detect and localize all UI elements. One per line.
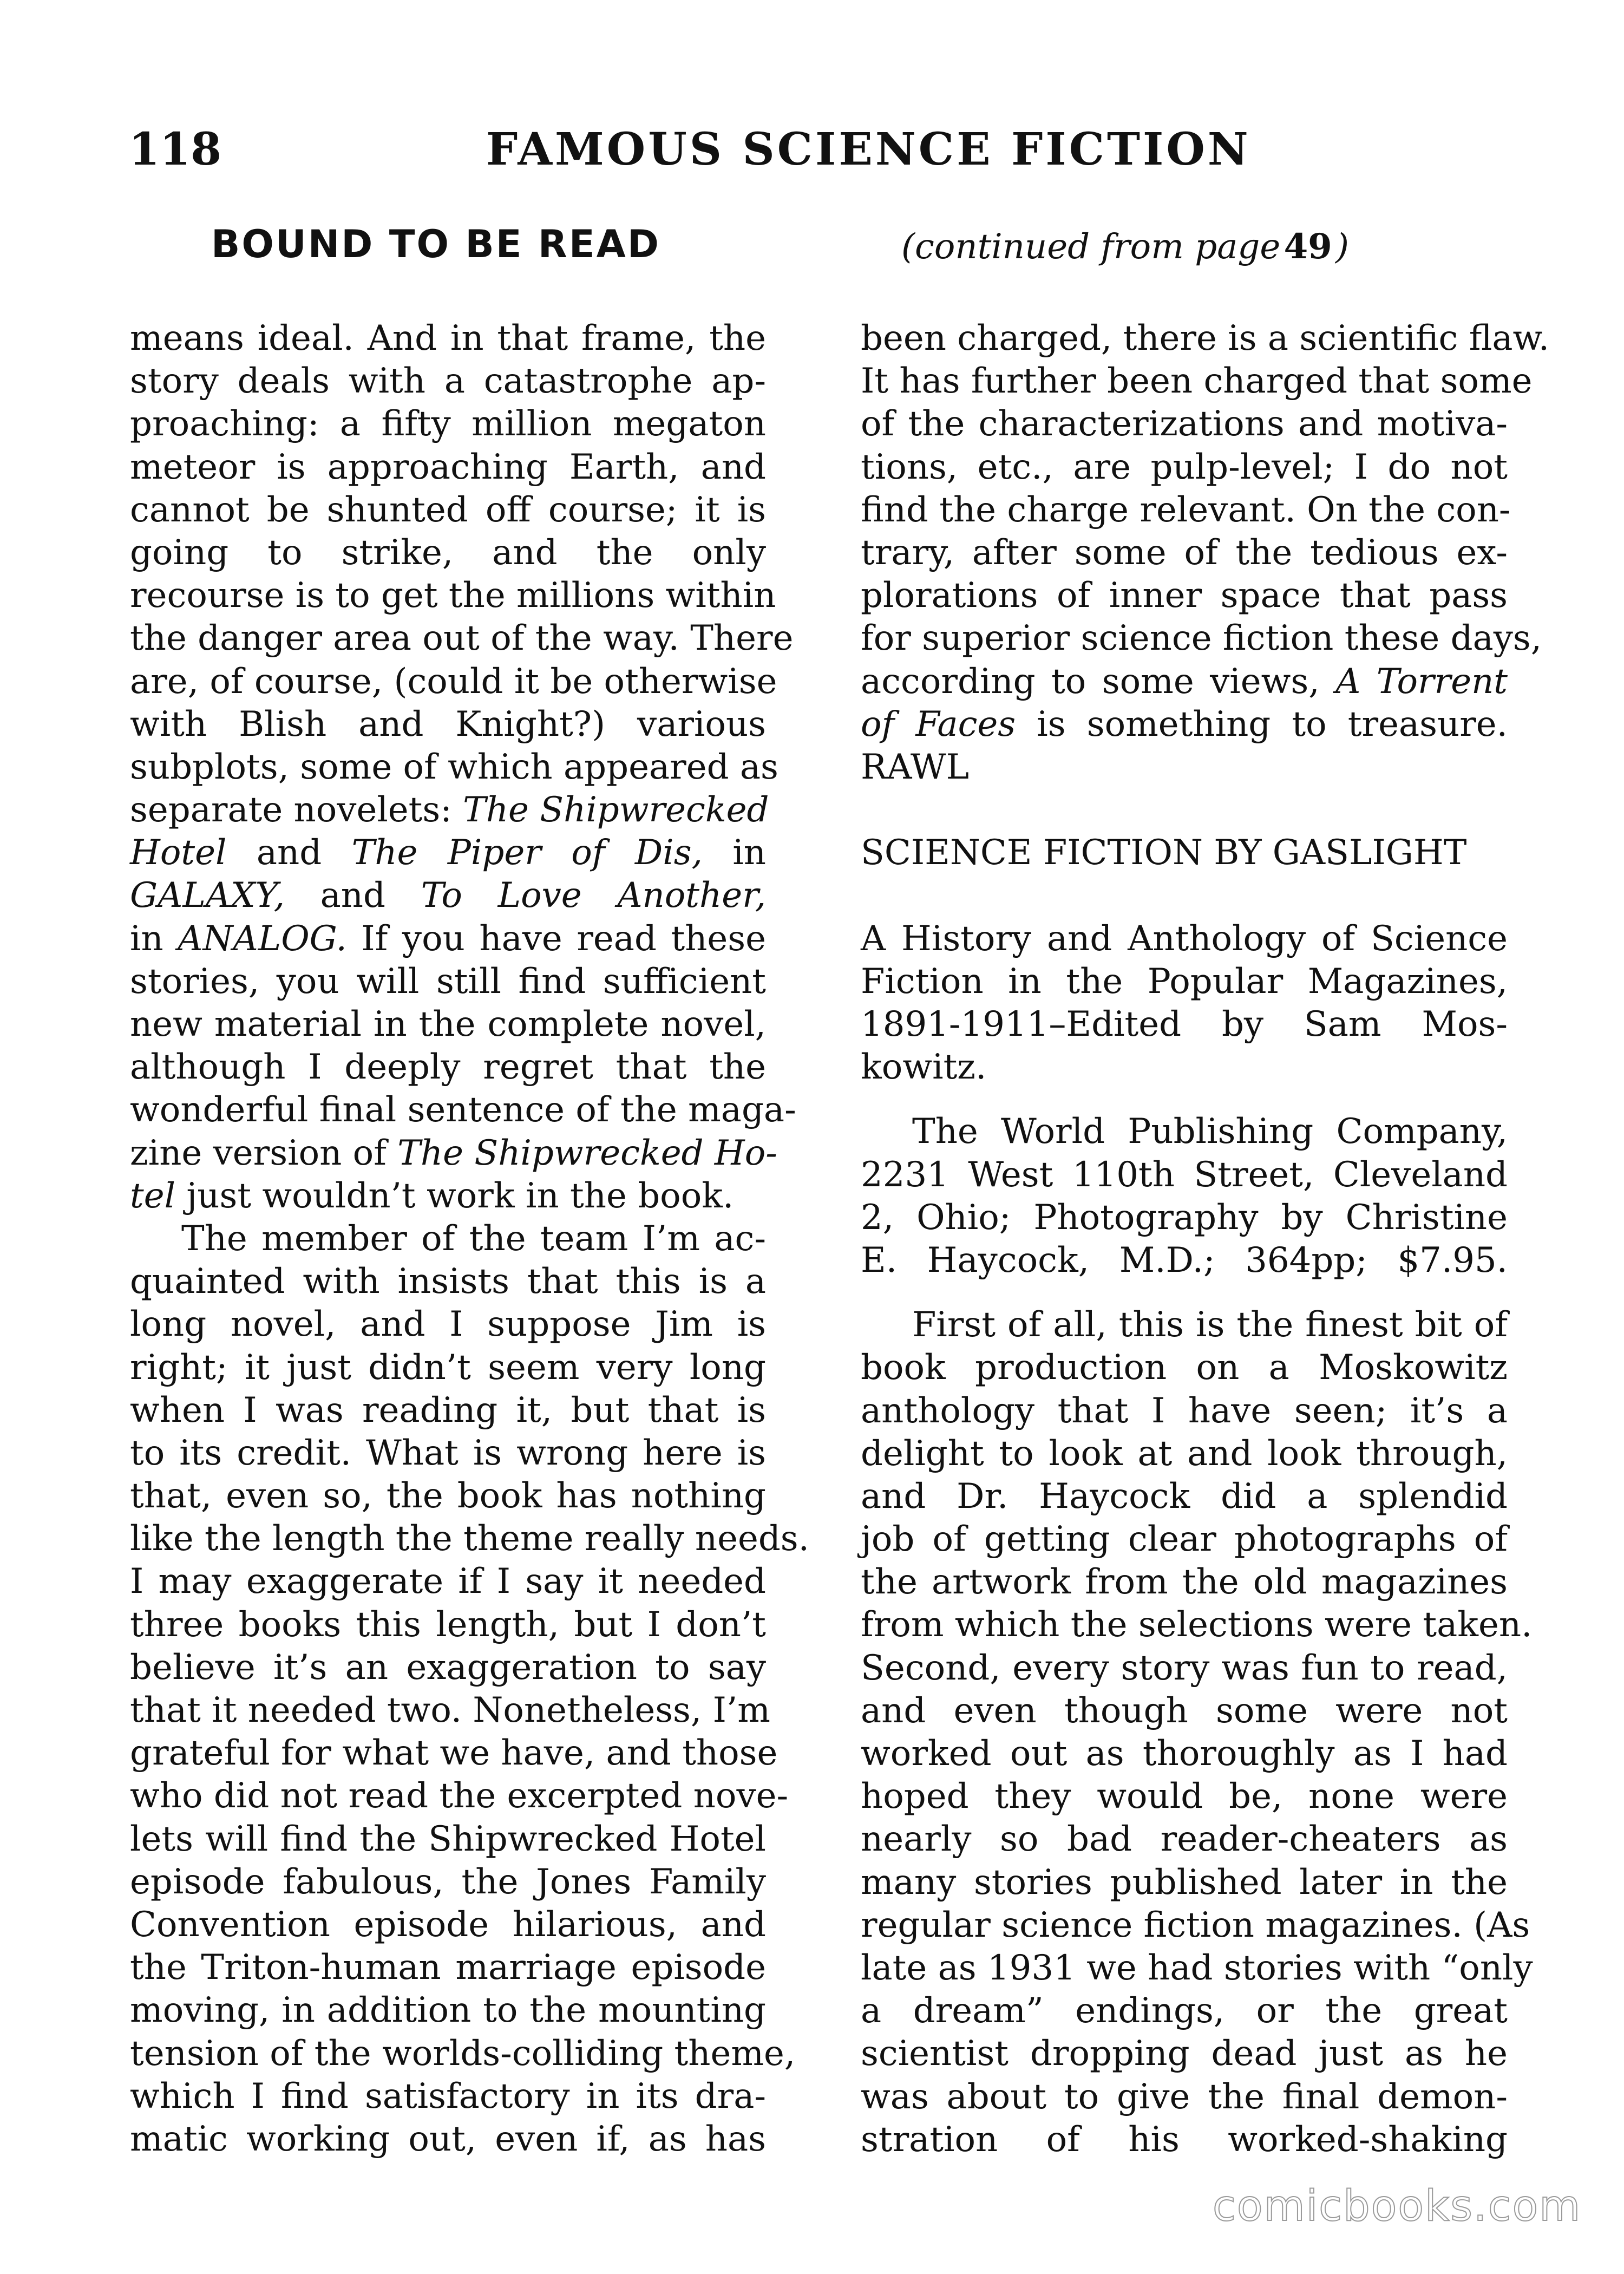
text-run: If you have read these: [346, 918, 767, 959]
text-line: quainted with insists that this is a: [130, 1262, 766, 1302]
text-line: long novel, and I suppose Jim is: [130, 1304, 766, 1345]
text-line: Second, every story was fun to read,: [861, 1648, 1508, 1688]
text-line: right; it just didn’t seem very long: [130, 1347, 766, 1388]
magazine-title: FAMOUS SCIENCE FICTION: [486, 123, 1251, 175]
left-column: [130, 317, 809, 2161]
text-run: and: [226, 833, 352, 873]
text-run: and: [284, 875, 421, 916]
text-line: was about to give the final demon-: [861, 2076, 1508, 2117]
text-line: when I was reading it, but that is: [130, 1390, 766, 1430]
text-line: and Dr. Haycock did a splendid: [861, 1476, 1508, 1517]
running-head: [129, 123, 1515, 183]
text-line: story deals with a catastrophe ap-: [130, 361, 766, 402]
text-line: matic working out, even if, as has: [130, 2119, 766, 2159]
title-run: GALAXY,: [130, 875, 285, 916]
text-line: which I find satisfactory in its dra-: [130, 2076, 766, 2116]
text-line: meteor is approaching Earth, and: [130, 447, 766, 487]
continued-note: [901, 226, 1349, 267]
text-line: for superior science fiction these days,: [861, 618, 1542, 659]
text-line: believe it’s an exaggeration to say: [130, 1647, 766, 1688]
text-run: according to some views,: [861, 661, 1336, 702]
text-line: are, of course, (could it be otherwise: [130, 661, 777, 702]
text-line: stories, you will still find sufficient: [130, 961, 766, 1002]
subtitle-line: kowitz.: [861, 1047, 987, 1088]
title-run: The Shipwrecked: [463, 790, 769, 831]
text-line: the artwork from the old magazines: [861, 1562, 1508, 1603]
text-line: from which the selections were taken.: [861, 1605, 1533, 1645]
text-line: grateful for what we have, and those: [130, 1733, 778, 1774]
text-line: a dream” endings, or the great: [861, 1991, 1508, 2031]
text-line: wonderful final sentence of the maga-: [130, 1090, 796, 1131]
text-line: [130, 789, 769, 832]
title-run: Hotel: [130, 833, 227, 873]
text-line: and even though some were not: [861, 1690, 1508, 1731]
text-run: separate novelets:: [130, 790, 463, 831]
text-line: find the charge relevant. On the con-: [861, 489, 1511, 530]
text-line: of the characterizations and motiva-: [861, 404, 1508, 445]
text-line: cannot be shunted off course; it is: [130, 489, 766, 530]
page-number: 118: [129, 123, 222, 175]
publisher-line: E. Haycock, M.D.; 364pp; $7.95.: [861, 1240, 1508, 1280]
text-run: just wouldn’t work in the book.: [175, 1175, 734, 1216]
section-title: BOUND TO BE READ: [211, 222, 660, 266]
text-line: who did not read the excerpted nove-: [130, 1776, 789, 1816]
text-line: that it needed two. Nonetheless, I’m: [130, 1690, 770, 1730]
text-line: the Triton-human marriage episode: [130, 1948, 766, 1988]
text-line: late as 1931 we had stories with “only: [861, 1948, 1533, 1988]
text-line: like the length the theme really needs.: [130, 1519, 809, 1559]
title-run: ANALOG.: [178, 918, 347, 959]
text-line: with Blish and Knight?) various: [130, 704, 766, 744]
title-run: To Love Another,: [421, 875, 766, 916]
continued-text: (continued from page: [901, 227, 1281, 267]
text-line: [130, 918, 766, 960]
title-run: of Faces: [861, 704, 1016, 744]
text-line: [130, 1132, 777, 1175]
text-run: zine version of: [130, 1133, 398, 1173]
text-line: tions, etc., are pulp-level; I do not: [861, 447, 1508, 487]
text-line: trary, after some of the tedious ex-: [861, 532, 1508, 573]
text-line: recourse is to get the millions within: [130, 576, 776, 616]
title-run: A Torrent: [1335, 661, 1508, 702]
review-signature: RAWL: [861, 747, 970, 787]
text-line: subplots, some of which appeared as: [130, 747, 778, 787]
text-line: anthology that I have seen; it’s a: [861, 1390, 1508, 1431]
text-line: hoped they would be, none were: [861, 1776, 1508, 1817]
review-title: SCIENCE FICTION BY GASLIGHT: [861, 833, 1467, 873]
text-line: tension of the worlds-colliding theme,: [130, 2033, 796, 2074]
text-line: [861, 703, 1508, 746]
text-line: the danger area out of the way. There: [130, 618, 794, 659]
text-line: three books this length, but I don’t: [130, 1604, 766, 1645]
text-line: I may exaggerate if I say it needed: [130, 1561, 766, 1602]
text-line: scientist dropping dead just as he: [861, 2034, 1508, 2074]
publisher-line: 2, Ohio; Photography by Christine: [861, 1197, 1508, 1238]
text-line: going to strike, and the only: [130, 532, 766, 573]
text-line: book production on a Moskowitz: [861, 1348, 1508, 1388]
text-line: proaching: a fifty million megaton: [130, 404, 766, 445]
publisher-line: 2231 West 110th Street, Cleveland: [861, 1154, 1508, 1195]
continued-page: 49: [1284, 226, 1332, 267]
title-run: tel: [130, 1175, 176, 1216]
publisher-line: The World Publishing Company,: [912, 1112, 1508, 1152]
subtitle-line: Fiction in the Popular Magazines,: [861, 961, 1508, 1002]
subtitle-line: 1891-1911–Edited by Sam Mos-: [861, 1004, 1508, 1044]
title-run: The Shipwrecked Ho-: [397, 1133, 777, 1173]
text-line: job of getting clear photographs of: [861, 1519, 1508, 1560]
subtitle-line: A History and Anthology of Science: [861, 918, 1508, 959]
text-line: although I deeply regret that the: [130, 1047, 766, 1088]
text-line: plorations of inner space that pass: [861, 576, 1508, 616]
text-line: stration of his worked-shaking: [861, 2119, 1508, 2160]
watermark: comicbooks.com: [1213, 2182, 1582, 2231]
text-line: moving, in addition to the mounting: [130, 1990, 766, 2031]
text-line: lets will find the Shipwrecked Hotel: [130, 1819, 766, 1859]
text-line: worked out as thoroughly as I had: [861, 1734, 1508, 1774]
text-line: delight to look at and look through,: [861, 1433, 1508, 1474]
continued-close: ): [1335, 227, 1349, 267]
text-line: First of all, this is the finest bit of: [912, 1305, 1508, 1345]
text-line: many stories published later in the: [861, 1862, 1508, 1903]
text-line: been charged, there is a scientific flaw.: [861, 318, 1550, 358]
text-line: nearly so bad reader-cheaters as: [861, 1819, 1508, 1860]
text-line: [130, 874, 766, 917]
text-line: [130, 1175, 766, 1218]
text-run: in: [130, 918, 178, 959]
text-line: that, even so, the book has nothing: [130, 1476, 766, 1517]
right-column: [861, 317, 1550, 2161]
text-line: to its credit. What is wrong here is: [130, 1433, 766, 1473]
title-run: The Piper of Dis,: [351, 833, 703, 873]
text-line: regular science fiction magazines. (As: [861, 1905, 1530, 1945]
text-run: is something to treasure.: [1016, 704, 1508, 744]
text-line: new material in the complete novel,: [130, 1004, 766, 1044]
text-line: It has further been charged that some: [861, 361, 1533, 402]
text-line: means ideal. And in that frame, the: [130, 318, 766, 358]
text-line: Convention episode hilarious, and: [130, 1904, 766, 1945]
text-line: episode fabulous, the Jones Family: [130, 1861, 766, 1902]
text-line: The member of the team I’m ac-: [181, 1218, 766, 1259]
text-line: [130, 832, 766, 874]
text-run: in: [702, 833, 766, 873]
text-line: [861, 661, 1508, 703]
